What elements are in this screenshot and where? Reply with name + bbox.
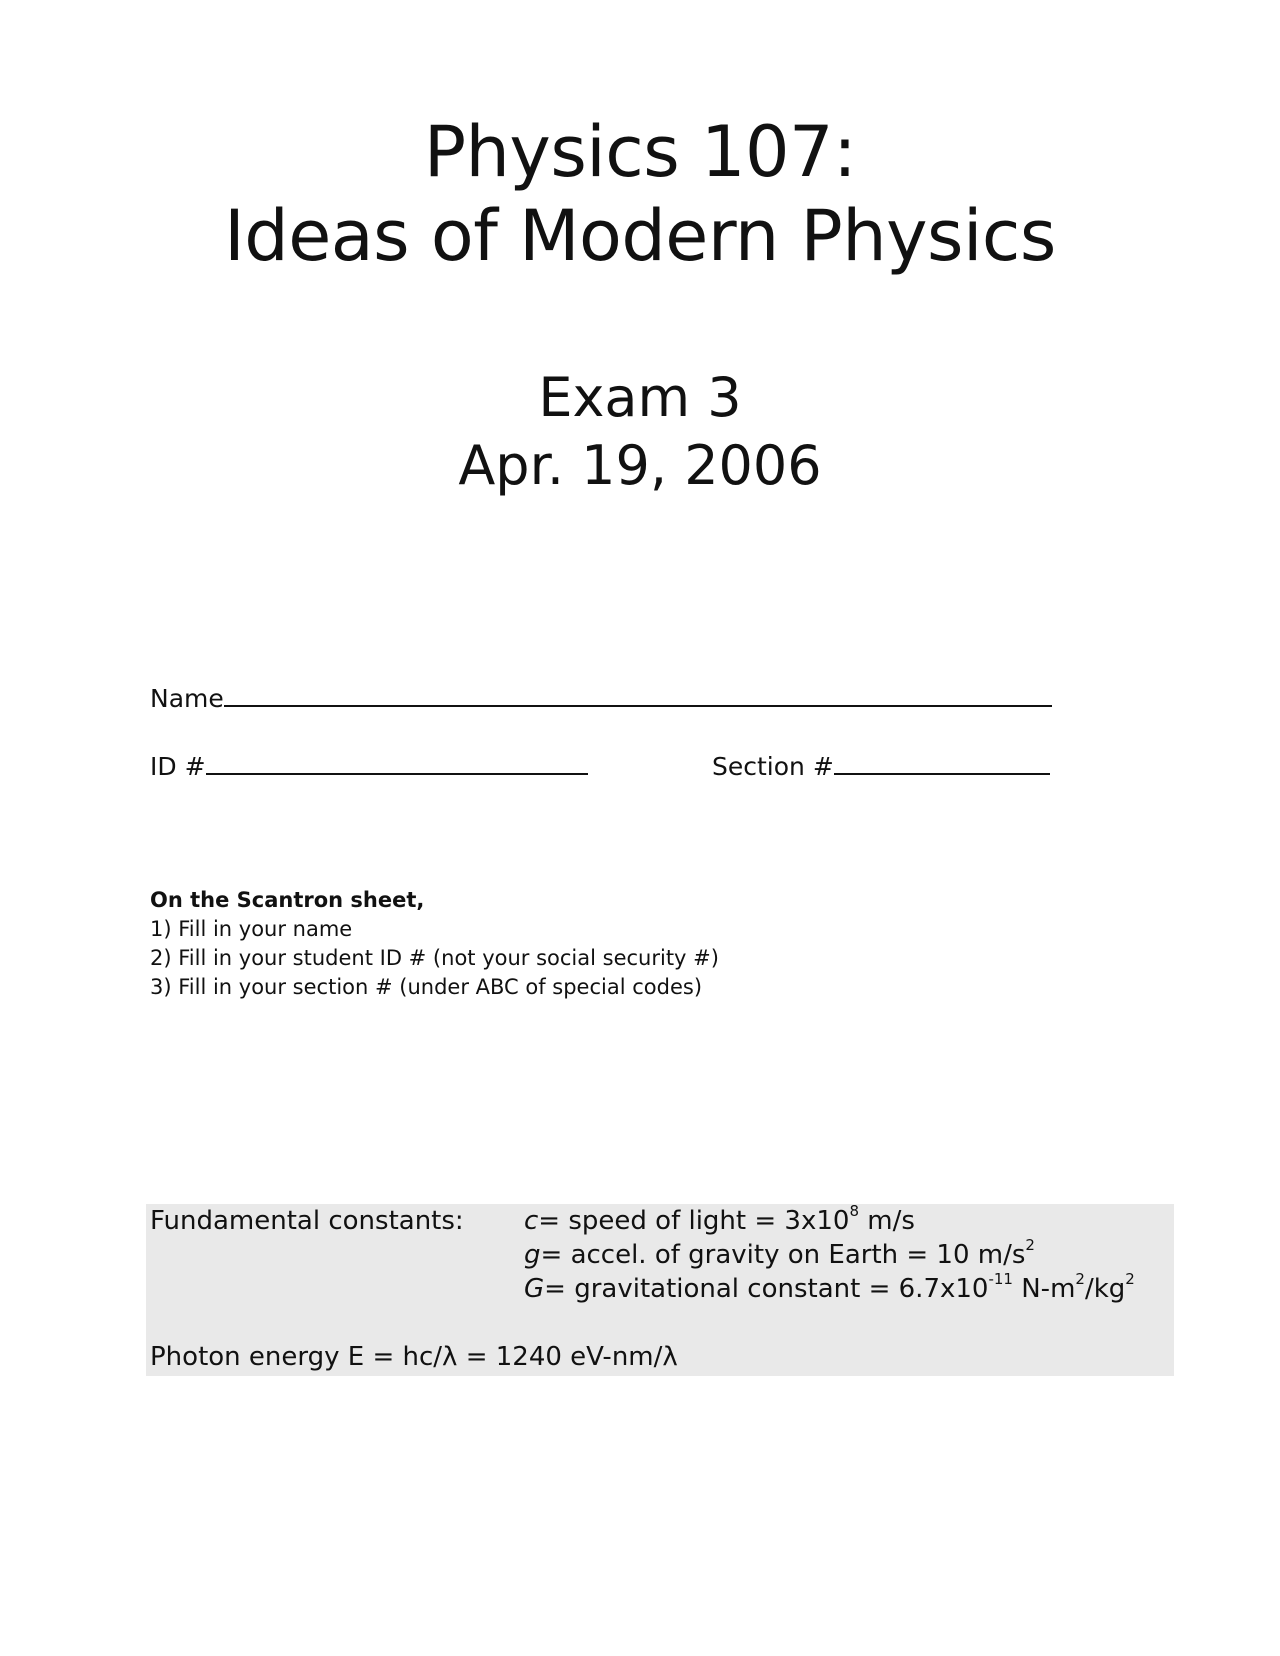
photon-energy-formula: Photon energy E = hc/λ = 1240 eV-nm/λ [150,1342,678,1372]
constant-symbol: c [524,1206,539,1236]
name-field[interactable] [150,684,1052,713]
constant-speed-of-light: c= speed of light = $3x10^8$ m/s [524,1202,915,1236]
constants-label: Fundamental constants: [150,1206,464,1236]
constants-box [146,1204,1174,1376]
section-label: Section # [712,752,834,781]
name-blank-line[interactable] [224,701,1052,707]
constant-symbol: G [524,1274,545,1304]
constant-symbol: g [524,1240,541,1270]
instruction-item: 3) Fill in your section # (under ABC of special codes) [150,975,703,999]
exam-info-block [0,364,1280,500]
id-label: ID # [150,752,206,781]
section-field[interactable] [712,752,1050,781]
course-title: Ideas of Modern Physics [224,195,1056,277]
exam-number: Exam 3 [538,366,742,429]
id-blank-line[interactable] [206,769,588,775]
section-blank-line[interactable] [834,769,1050,775]
constant-gravitational: G= gravitational constant = $6.7x10^{-11}$ $N-m^2/kg^2$ [524,1270,1135,1304]
id-field[interactable] [150,752,588,781]
instruction-item: 1) Fill in your name [150,917,353,941]
exam-date: Apr. 19, 2006 [458,434,822,497]
constant-gravity-accel: g= accel. of gravity on Earth = 10 $m/s^2$ [524,1236,1035,1270]
name-label: Name [150,684,224,713]
instructions-heading: On the Scantron sheet, [150,888,425,912]
constants-list [524,1204,1135,1306]
course-title-block [0,110,1280,278]
course-number: Physics 107: [423,111,857,193]
instruction-item: 2) Fill in your student ID # (not your social security #) [150,946,719,970]
scantron-instructions [150,886,719,1002]
